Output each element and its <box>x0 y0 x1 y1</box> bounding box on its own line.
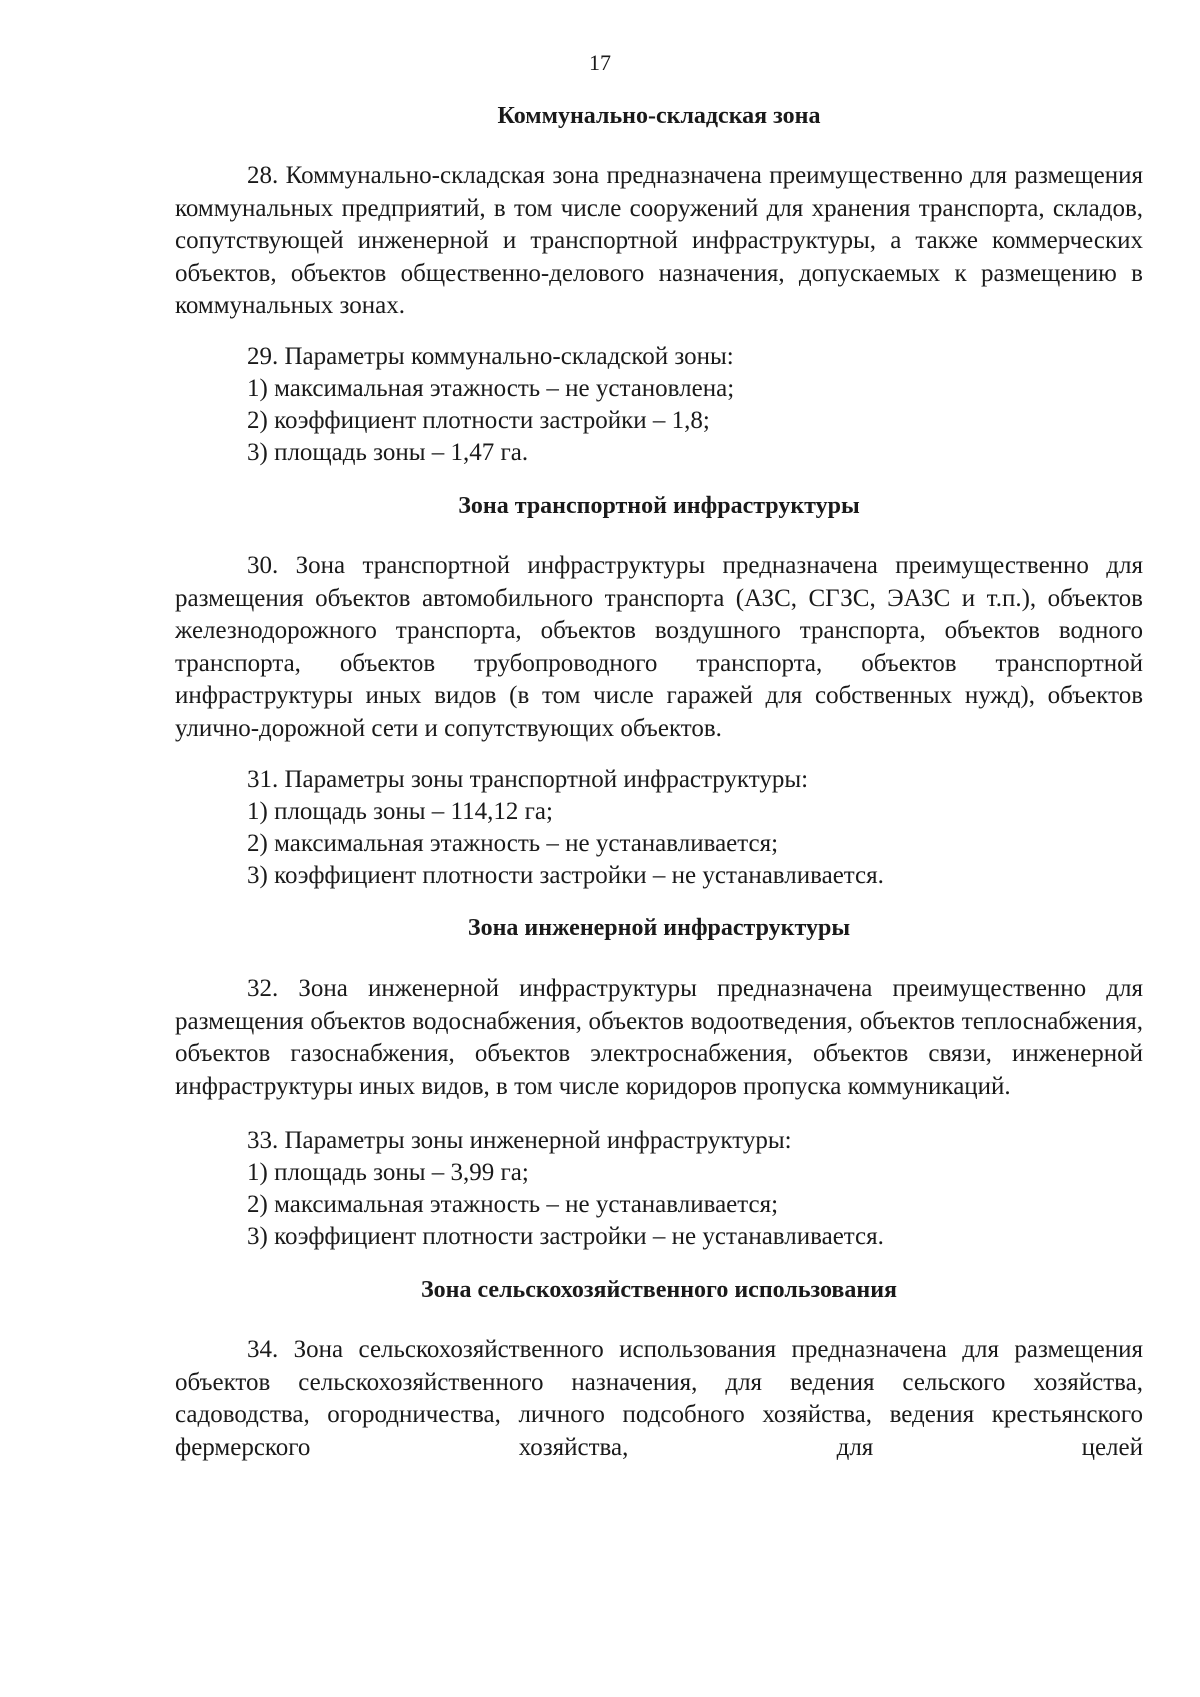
section-description-engineering: 32. Зона инженерной инфраструктуры предназначена преимущественно для размещения объектов водоснабжения, объектов водоотведения, объектов теплоснабжения, объектов газоснабжения, объектов электроснабжения, объектов связи, инженерной инфраструктуры иных видов, в том числе коридоров пропуска коммуникаций. <box>175 975 1143 1100</box>
params-title-transport: 31. Параметры зоны транспортной инфраструктуры: <box>247 766 809 793</box>
section-heading-engineering: Зона инженерной инфраструктуры <box>467 915 851 941</box>
param-item-engineering-3: 3) коэффициент плотности застройки – не устанавливается. <box>247 1223 884 1250</box>
params-title-communal: 29. Параметры коммунально-складской зоны: <box>247 343 734 370</box>
section-description-transport: 30. Зона транспортной инфраструктуры предназначена преимущественно для размещения объектов автомобильного транспорта (АЗС, СГЗС, ЭАЗС и т.п.), объектов железнодорожного транспорта, объектов воздушного транспорта, объектов водного транспорта, объектов трубопроводного транспорта, объектов транспортной инфраструктуры иных видов (в том числе гаражей для собственных нужд), объектов улично-дорожной сети и сопутствующих объектов. <box>175 552 1143 742</box>
section-heading-communal: Коммунально-складская зона <box>497 103 821 129</box>
section-description-agricultural: 34. Зона сельскохозяйственного использования предназначена для размещения объектов сельскохозяйственного назначения, для ведения сельского хозяйства, садоводства, огородничества, личного подсобного хозяйства, ведения крестьянского фермерского хозяйства, для целей <box>175 1336 1143 1461</box>
param-item-engineering-1: 1) площадь зоны – 3,99 га; <box>247 1159 529 1186</box>
section-heading-agricultural: Зона сельскохозяйственного использования <box>420 1277 898 1303</box>
param-item-transport-3: 3) коэффициент плотности застройки – не устанавливается. <box>247 862 884 889</box>
page-number: 17 <box>589 50 611 75</box>
param-item-transport-1: 1) площадь зоны – 114,12 га; <box>247 798 553 825</box>
section-heading-transport: Зона транспортной инфраструктуры <box>458 493 860 519</box>
param-item-transport-2: 2) максимальная этажность – не устанавливается; <box>247 830 779 857</box>
param-item-communal-2: 2) коэффициент плотности застройки – 1,8; <box>247 407 710 434</box>
param-item-communal-1: 1) максимальная этажность – не установлена; <box>247 375 735 402</box>
param-item-engineering-2: 2) максимальная этажность – не устанавливается; <box>247 1191 779 1218</box>
section-description-communal: 28. Коммунально-складская зона предназначена преимущественно для размещения коммунальных предприятий, в том числе сооружений для хранения транспорта, складов, сопутствующей инженерной и транспортной инфраструктуры, а также коммерческих объектов, объектов общественно-делового назначения, допускаемых к размещению в коммунальных зонах. <box>175 162 1143 320</box>
param-item-communal-3: 3) площадь зоны – 1,47 га. <box>247 439 529 466</box>
params-title-engineering: 33. Параметры зоны инженерной инфраструктуры: <box>247 1127 792 1154</box>
